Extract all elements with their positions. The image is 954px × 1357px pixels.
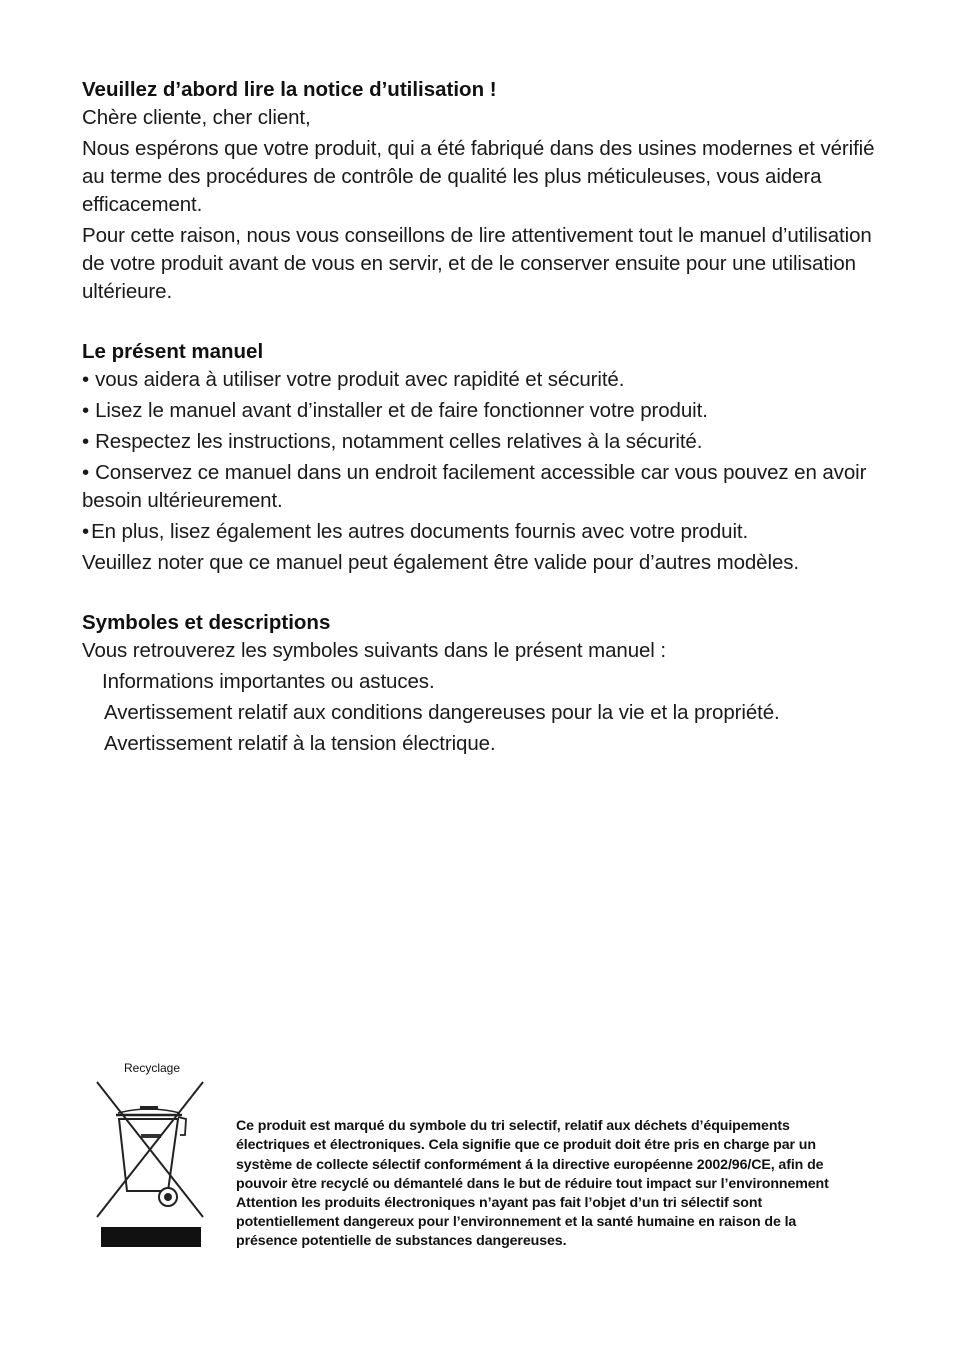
intro-paragraph-1: Nous espérons que votre produit, qui a été fabriqué dans des usines modernes et vérifié au terme des procédures de contrôle de qualité les plus méticuleuses, vous aidera efficacement. — [82, 137, 875, 216]
manual-bullet — [82, 518, 882, 546]
bullet-mark: • — [82, 430, 90, 453]
manual-bullet — [82, 428, 882, 456]
symbol-description-electric: Avertissement relatif à la tension électrique. — [104, 732, 496, 755]
bullet-mark: • — [82, 399, 90, 422]
intro-heading: Veuillez d’abord lire la notice d’utilisation ! — [82, 78, 497, 101]
bullet-mark: • — [82, 520, 90, 543]
symbol-description-danger: Avertissement relatif aux conditions dangereuses pour la vie et la propriété. — [104, 701, 780, 724]
manual-bullet-text: Lisez le manuel avant d’installer et de faire fonctionner votre produit. — [95, 399, 708, 422]
bullet-mark: • — [82, 461, 90, 484]
manual-heading: Le présent manuel — [82, 340, 264, 363]
manual-note: Veuillez noter que ce manuel peut également être valide pour d’autres modèles. — [82, 551, 799, 574]
manual-bullet — [82, 397, 882, 425]
symbols-intro: Vous retrouverez les symboles suivants dans le présent manuel : — [82, 639, 666, 662]
bullet-mark: • — [82, 368, 90, 391]
crossed-out-wheelie-bin-icon — [94, 1079, 206, 1251]
document-body — [82, 76, 882, 761]
symbol-description-info: Informations importantes ou astuces. — [102, 670, 435, 693]
symbols-heading: Symboles et descriptions — [82, 611, 331, 634]
manual-bullet-text: Conservez ce manuel dans un endroit facilement accessible car vous pouvez en avoir besoin ultérieurement. — [82, 461, 867, 512]
recycling-text: Ce produit est marqué du symbole du tri selectif, relatif aux déchets d’équipements électriques et électroniques. Cela signifie que ce produit doit étre pris en charge par un système de collecte sélectif conformément á la directive européenne 2002/96/CE, afin de pouvoir ètre recyclé ou démantelé dans le but de réduire tout impact sur l’environnement Attention les produits électroniques n’ayant pas fait l’objet d’un tri sélectif sont potentiellement dangereux pour l’environnement et la santé humaine en raison de la présence potentielle de substances dangereuses. — [236, 1118, 829, 1250]
greeting: Chère cliente, cher client, — [82, 106, 311, 129]
manual-bullet-text: vous aidera à utiliser votre produit avec rapidité et sécurité. — [95, 368, 625, 391]
section-spacer — [82, 309, 882, 338]
manual-bullet-text: En plus, lisez également les autres documents fournis avec votre produit. — [91, 520, 749, 543]
section-spacer — [82, 580, 882, 609]
manual-bullet-text: Respectez les instructions, notamment celles relatives à la sécurité. — [95, 430, 703, 453]
intro-paragraph-2: Pour cette raison, nous vous conseillons de lire attentivement tout le manuel d’utilisation de votre produit avant de vous en servir, et de le conserver ensuite pour une utilisation ultérieure. — [82, 224, 872, 303]
manual-bullet — [82, 459, 882, 515]
recycling-label: Recyclage — [124, 1061, 181, 1075]
manual-bullet — [82, 366, 882, 394]
